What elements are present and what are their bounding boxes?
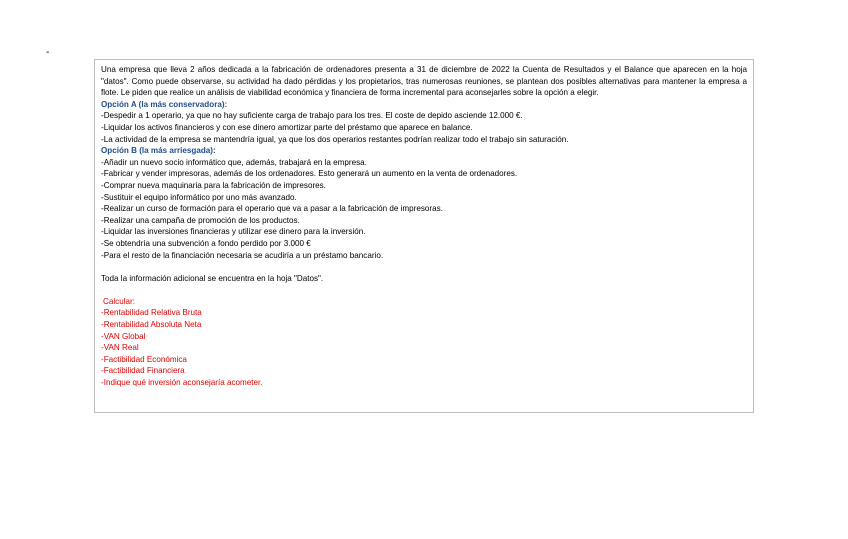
calc-item: -Factibilidad Financiera	[101, 366, 185, 376]
option-b-item: -Liquidar las inversiones financieras y utilizar ese dinero para la inversión.	[101, 227, 366, 237]
option-b-item: -Realizar una campaña de promoción de los productos.	[101, 215, 300, 225]
option-b-item: -Se obtendría una subvención a fondo perdido por 3.000 €	[101, 238, 311, 248]
calc-item: -VAN Global	[101, 331, 146, 341]
intro-paragraph: Una empresa que lleva 2 años dedicada a la fabricación de ordenadores presenta a 31 de diciembre de 2022 la Cuenta de Resultados y el Balance que aparecen en la hoja "datos". Como puede observarse, su actividad ha dado pérdidas y los propietarios, tras numerosas reuniones, se plantean dos posibles alternativas para mantener la empresa a flote. Le piden que realice un análisis de viabilidad económica y financiera de forma incremental para aconsejarles sobre la opción a elegir.	[101, 65, 747, 98]
calc-item: -Factibilidad Económica	[101, 354, 187, 364]
spacer	[101, 261, 747, 273]
option-a-heading: Opción A (la más conservadora):	[101, 99, 228, 109]
option-b-heading: Opción B (la más arriesgada):	[101, 146, 216, 156]
calc-item: -Rentabilidad Absoluta Neta	[101, 320, 202, 330]
option-b-item: -Realizar un curso de formación para el operario que va a pasar a la fabricación de impresoras.	[101, 204, 443, 214]
option-a-item: -Liquidar los activos financieros y con ese dinero amortizar parte del préstamo que aparece en balance.	[101, 122, 473, 132]
option-b-item: -Comprar nueva maquinaria para la fabricación de impresores.	[101, 180, 326, 190]
text-box	[94, 59, 754, 413]
datos-note: Toda la información adicional se encuentra en la hoja "Datos".	[101, 273, 324, 283]
option-b-item: -Añadir un nuevo socio informático que, además, trabajará en la empresa.	[101, 157, 367, 167]
option-a-item: -Despedir a 1 operario, ya que no hay suficiente carga de trabajo para los tres. El coste de depido asciende 12.000 €.	[101, 111, 523, 121]
calc-item: -Rentabilidad Relativa Bruta	[101, 308, 202, 318]
calc-item: -Indique qué inversión aconsejaría acometer.	[101, 378, 263, 388]
calc-item: -VAN Real	[101, 343, 139, 353]
option-a-item: -La actividad de la empresa se mantendría igual, ya que los dos operarios restantes podrían realizar todo el trabajo sin saturación.	[101, 134, 569, 144]
option-b-item: -Sustituir el equipo informático por uno más avanzado.	[101, 192, 297, 202]
option-b-item: -Para el resto de la financiación necesaria se acudiría a un préstamo bancario.	[101, 250, 384, 260]
spacer	[101, 284, 747, 296]
calc-heading: Calcular:	[103, 296, 135, 306]
stray-dash-mark: -	[46, 47, 50, 58]
option-b-item: -Fabricar y vender impresoras, además de los ordenadores. Esto generará un aumento en la venta de ordenadores.	[101, 169, 518, 179]
